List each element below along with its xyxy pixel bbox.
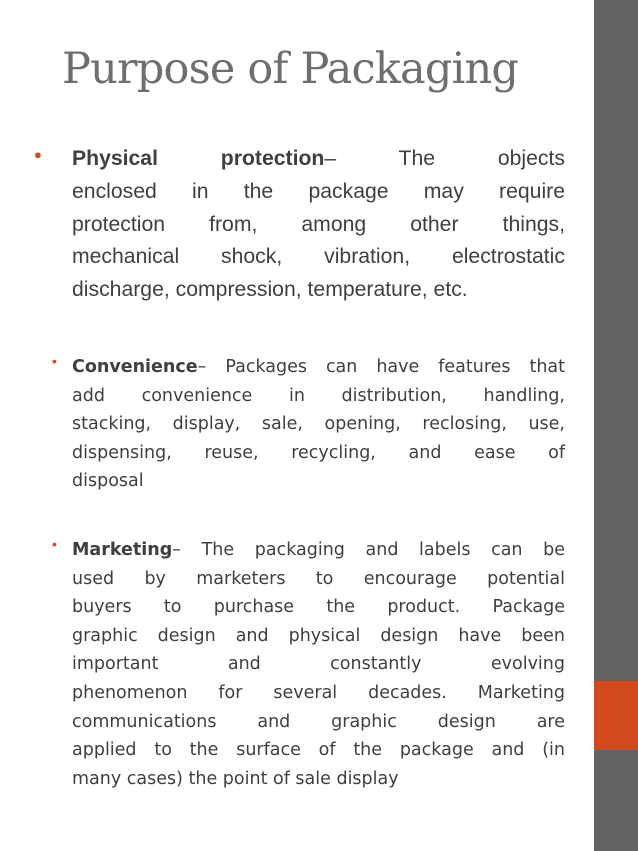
item-line: add convenience in distribution, handling, — [72, 385, 565, 406]
item-line: phenomenon for several decades. Marketing — [72, 682, 565, 703]
item-text — [72, 536, 565, 793]
item-line: disposal — [72, 471, 144, 492]
bullet-icon: • — [52, 536, 57, 552]
item-line — [72, 536, 565, 565]
item-label: Marketing — [72, 540, 173, 560]
item-line: mechanical shock, vibration, electrostatic — [72, 245, 565, 269]
item-line: communications and graphic design are — [72, 711, 565, 732]
item-line: used by marketers to encourage potential — [72, 568, 565, 589]
item-line: graphic design and physical design have been — [72, 625, 565, 646]
item-line: applied to the surface of the package and (in — [72, 740, 565, 761]
item-line: stacking, display, sale, opening, reclosing, use, — [72, 414, 565, 435]
item-line: important and constantly evolving — [72, 654, 565, 675]
item-label: Convenience — [72, 357, 198, 377]
item-line-rest: – The packaging and labels can be — [172, 540, 565, 560]
item-label: Physical protection — [72, 147, 325, 170]
accent-block — [594, 681, 638, 750]
list-item-convenience — [34, 353, 565, 498]
bullet-icon: • — [52, 353, 57, 369]
item-line: dispensing, reuse, recycling, and ease of — [72, 442, 565, 463]
page-title: Purpose of Packaging — [62, 44, 519, 94]
list-item-marketing — [34, 536, 565, 796]
item-line — [72, 143, 565, 176]
item-text — [72, 353, 565, 496]
item-line-rest: – Packages can have features that — [197, 357, 565, 377]
item-line: protection from, among other things, — [72, 212, 565, 236]
item-line: discharge, compression, temperature, etc. — [72, 278, 468, 302]
item-line-rest: – The objects — [324, 147, 565, 170]
bullet-icon: ● — [34, 147, 42, 162]
item-text — [72, 143, 565, 307]
item-line: buyers to purchase the product. Package — [72, 597, 565, 618]
item-line: enclosed in the package may require — [72, 179, 565, 203]
item-line — [72, 353, 565, 382]
list-item-physical-protection — [34, 143, 565, 303]
item-line: many cases) the point of sale display — [72, 768, 399, 789]
